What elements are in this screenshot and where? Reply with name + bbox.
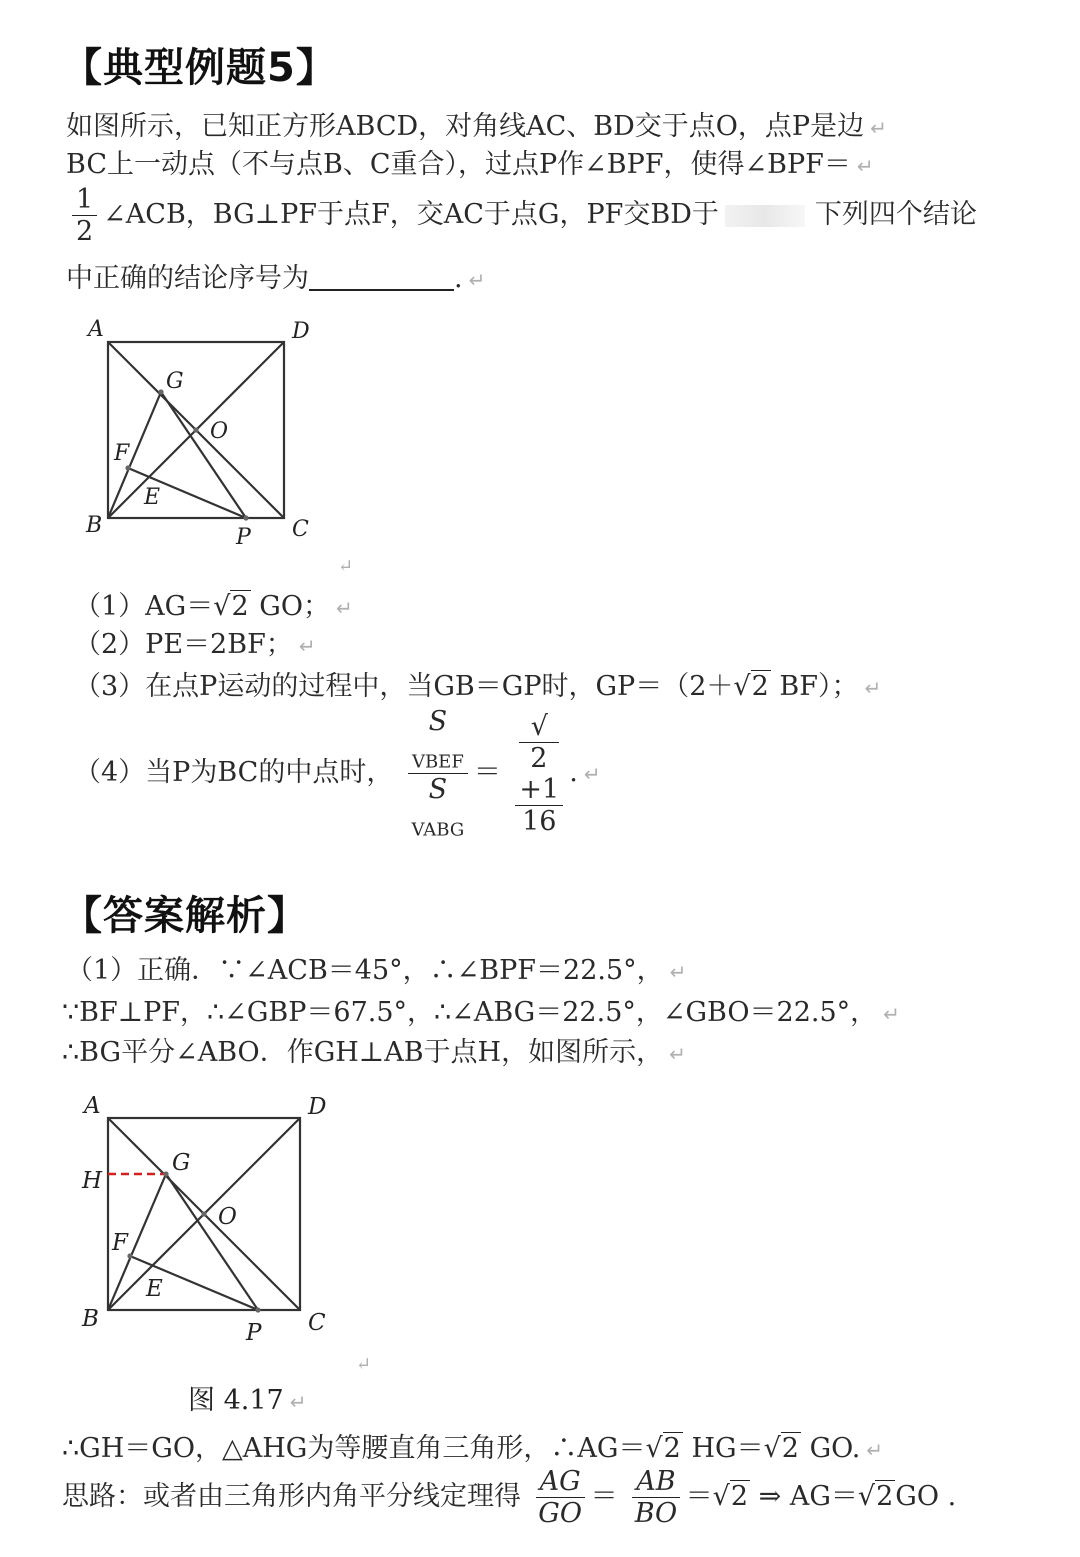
label-c-2: C xyxy=(308,1310,326,1336)
item-4-denominator: 16 xyxy=(522,805,557,837)
item-2 xyxy=(74,622,316,661)
solution-line-3 xyxy=(62,1030,686,1069)
label-d-2: D xyxy=(308,1094,327,1120)
problem-line-3 xyxy=(66,184,977,247)
item-1-radicand: 2 xyxy=(231,591,249,622)
fraction-go: GO xyxy=(538,1498,582,1530)
label-e: E xyxy=(144,485,161,510)
problem-line-1 xyxy=(66,104,887,143)
solution-line-4 xyxy=(62,1426,883,1465)
solution-text-2: ∵BF⊥PF，∴∠GBP＝67.5°，∴∠ABG＝22.5°，∠GBO＝22.5°， xyxy=(62,997,878,1028)
equals-1: ＝ xyxy=(590,1481,618,1513)
answer-blank xyxy=(309,263,454,291)
problem-text-4-end: . xyxy=(454,263,463,294)
sqrt-icon: √ xyxy=(645,1433,663,1464)
solution-line-1 xyxy=(66,948,686,987)
label-b: B xyxy=(86,513,103,538)
return-mark-icon: ↵ xyxy=(289,1390,307,1414)
item-1-text-b: GO； xyxy=(259,591,330,622)
item-4-end: . xyxy=(569,757,578,789)
label-o-2: O xyxy=(218,1204,237,1230)
sqrt-icon: √ xyxy=(213,591,231,622)
problem-line-4 xyxy=(66,256,485,295)
sqrt-icon: √ xyxy=(530,710,548,742)
item-1 xyxy=(74,584,353,623)
problem-text-1: 如图所示，已知正方形ABCD，对角线AC、BD交于点O，点P是边 xyxy=(66,111,865,142)
item-4-text-a: （4）当P为BC的中点时， xyxy=(74,757,394,789)
solution-text-5-end: GO . xyxy=(895,1481,957,1513)
fraction-numerator: 1 xyxy=(72,184,97,216)
solution-text-4a: ∴GH＝GO，△AHG为等腰直角三角形，∴AG＝ xyxy=(62,1433,646,1464)
problem-text-3a: ∠ACB，BG⊥PF于点F，交AC于点G，PF交BD于 xyxy=(103,199,719,231)
label-a: A xyxy=(88,317,104,342)
solution-line-5 xyxy=(62,1466,956,1529)
sqrt-icon: √ xyxy=(712,1481,730,1513)
area-sub-bottom: VABG xyxy=(411,819,465,841)
area-s-bottom: S xyxy=(428,774,448,806)
return-mark-icon: ↵ xyxy=(335,596,353,620)
label-c: C xyxy=(292,517,309,542)
label-e-2: E xyxy=(146,1276,163,1302)
return-mark-icon: ↵ xyxy=(468,268,486,292)
solution-4-radicand-1: 2 xyxy=(663,1433,681,1464)
area-s-top: S xyxy=(428,706,448,737)
solution-text-5a: 思路：或者由三角形内角平分线定理得 xyxy=(62,1481,521,1513)
label-g-2: G xyxy=(172,1150,191,1176)
square-figure-1 xyxy=(70,310,370,580)
return-mark-icon: ↵ xyxy=(583,762,601,787)
square-figure-2 xyxy=(70,1086,390,1376)
value-fraction xyxy=(515,711,563,837)
label-p: P xyxy=(236,525,251,550)
problem-text-2: BC上一动点（不与点B、C重合），过点P作∠BPF，使得∠BPF＝ xyxy=(66,149,851,180)
sqrt-icon: √ xyxy=(733,671,751,702)
fraction-ag: AG xyxy=(536,1466,585,1498)
fraction-bo: BO xyxy=(634,1498,678,1530)
item-3-text-b: BF）； xyxy=(779,671,859,702)
return-mark-icon: ↵ xyxy=(669,960,687,984)
return-mark-icon: ↵ xyxy=(669,1042,686,1066)
label-a-2: A xyxy=(84,1093,101,1119)
area-sub-top: VBEF xyxy=(411,751,464,773)
solution-heading: 【答案解析】 xyxy=(62,893,308,939)
label-o: O xyxy=(210,419,229,444)
sqrt-icon: √ xyxy=(763,1433,781,1464)
figure-caption xyxy=(188,1378,306,1417)
label-p-2: P xyxy=(246,1320,262,1346)
return-mark-icon: ↵ xyxy=(856,154,874,178)
label-g: G xyxy=(166,369,184,394)
return-mark-icon: ↵ xyxy=(866,1438,884,1462)
item-4-equals: ＝ xyxy=(473,757,501,789)
return-mark-icon: ↵ xyxy=(864,676,882,700)
half-fraction xyxy=(72,184,97,247)
ratio-fraction-ab-bo xyxy=(632,1466,679,1529)
item-4 xyxy=(74,706,601,841)
fraction-denominator: 2 xyxy=(76,216,94,248)
item-1-text-a: （1）AG＝ xyxy=(74,591,214,622)
solution-text-1: （1）正确．∵∠ACB＝45°，∴∠BPF＝22.5°， xyxy=(66,955,664,986)
blurred-region xyxy=(725,205,805,227)
area-ratio-fraction xyxy=(408,706,468,841)
sqrt-icon: √ xyxy=(857,1481,876,1513)
label-f-2: F xyxy=(112,1230,128,1256)
return-mark-icon: ↵ xyxy=(338,556,354,577)
return-mark-icon: ↵ xyxy=(298,634,316,658)
solution-line-2 xyxy=(62,990,900,1029)
example-heading: 【典型例题5】 xyxy=(62,45,337,91)
solution-text-4b: HG＝ xyxy=(691,1433,764,1464)
problem-text-4: 中正确的结论序号为 xyxy=(66,263,309,294)
ratio-fraction-ag-go xyxy=(536,1466,585,1529)
equals-2: ＝ xyxy=(685,1481,713,1513)
item-3 xyxy=(74,664,881,703)
item-3-radicand: 2 xyxy=(751,671,769,702)
item-4-radicand: 2 xyxy=(519,742,559,774)
solution-5-radicand-2: 2 xyxy=(876,1481,894,1513)
label-d: D xyxy=(292,319,310,344)
problem-text-3b: 下列四个结论 xyxy=(814,199,977,231)
figure-caption-text: 图 4.17 xyxy=(188,1385,284,1416)
return-mark-icon: ↵ xyxy=(356,1354,372,1375)
solution-4-radicand-2: 2 xyxy=(781,1433,799,1464)
item-4-plus-one: +1 xyxy=(519,773,560,805)
return-mark-icon: ↵ xyxy=(883,1002,900,1026)
solution-text-3: ∴BG平分∠ABO．作GH⊥AB于点H，如图所示， xyxy=(62,1037,664,1068)
problem-line-2 xyxy=(66,142,874,181)
fraction-ab: AB xyxy=(632,1466,679,1498)
solution-text-4c: GO. xyxy=(809,1433,861,1464)
label-f: F xyxy=(114,441,130,466)
label-h-2: H xyxy=(82,1168,103,1194)
label-b-2: B xyxy=(82,1306,99,1332)
implies-text: ⇒ AG＝ xyxy=(758,1481,858,1513)
item-2-text: （2）PE＝2BF； xyxy=(74,629,293,660)
solution-5-radicand-1: 2 xyxy=(730,1481,749,1513)
return-mark-icon: ↵ xyxy=(870,116,887,140)
item-3-text-a: （3）在点P运动的过程中，当GB＝GP时，GP＝（2＋ xyxy=(74,671,734,702)
